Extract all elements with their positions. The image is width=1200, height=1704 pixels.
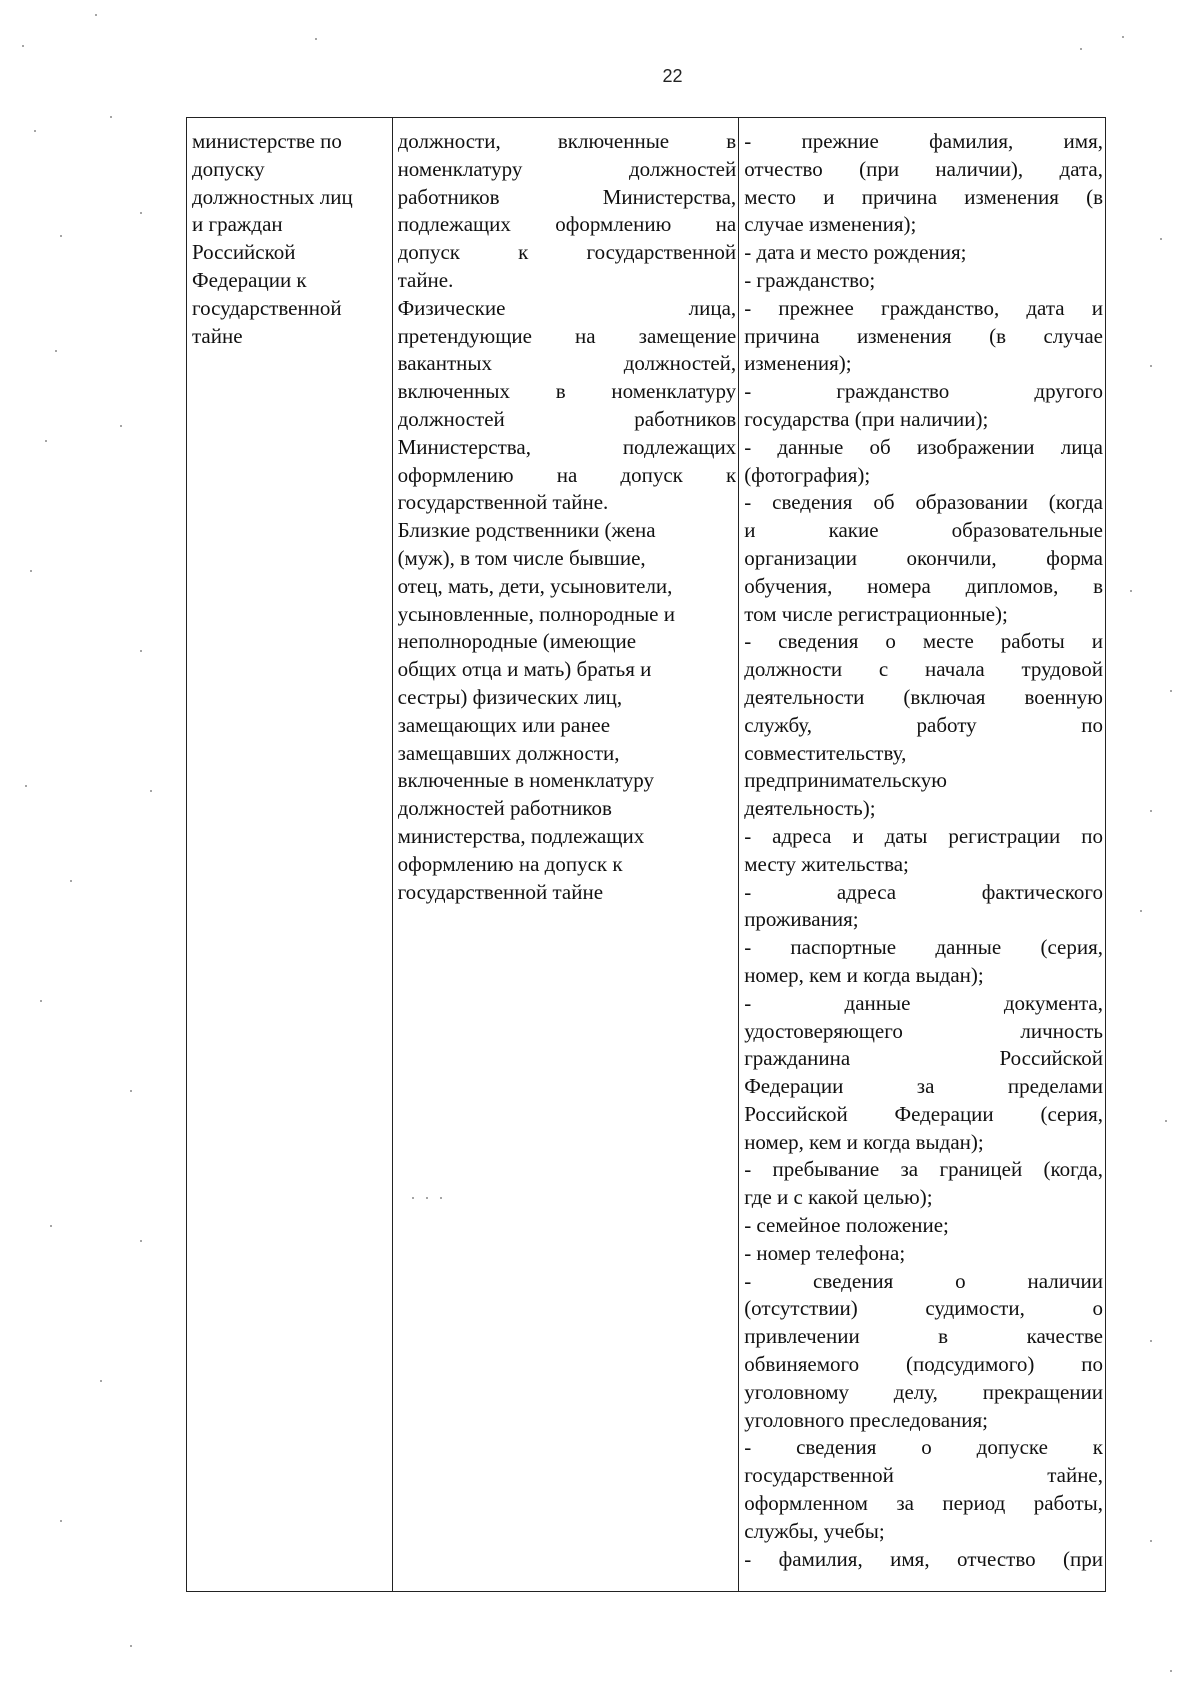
text-line: совместительству,: [744, 740, 907, 765]
text-line: министерства, подлежащих: [397, 823, 645, 848]
text-line: месту жительства;: [744, 851, 909, 876]
text-line: службы, учебы;: [744, 1518, 885, 1543]
text-line: работников Министерства,: [397, 184, 737, 209]
text-line: должности с начала трудовой: [744, 657, 1103, 682]
text-line: номер, кем и когда выдан);: [744, 1129, 984, 1154]
table-cell-persons: [392, 118, 739, 1592]
text-line: усыновленные, полнородные и: [397, 601, 675, 626]
text-line: оформлению на допуск к: [397, 462, 737, 487]
text-line: Федерации за пределами: [744, 1074, 1103, 1099]
text-line: отчество (при наличии), дата,: [744, 156, 1103, 181]
table-cell-data-list: [739, 118, 1106, 1592]
text-line: включенных в номенклатуру: [397, 379, 737, 404]
text-line: замещающих или ранее: [397, 712, 611, 737]
text-line: причина изменения (в случае: [744, 323, 1103, 348]
text-line: оформленном за период работы,: [744, 1491, 1103, 1516]
text-line: том числе регистрационные);: [744, 601, 1008, 626]
text-line: обучения, номера дипломов, в: [744, 573, 1103, 598]
text-line: Министерства, подлежащих: [397, 434, 737, 459]
text-line: и какие образовательные: [744, 518, 1103, 543]
text-line: государственной тайне.: [397, 490, 609, 515]
text-line: место и причина изменения (в: [744, 184, 1103, 209]
text-line: - гражданство;: [744, 267, 876, 292]
requirements-table: [186, 117, 1106, 1592]
text-line: службу, работу по: [744, 712, 1103, 737]
text-line: - сведения об образовании (когда: [744, 490, 1103, 515]
text-line: организации окончили, форма: [744, 545, 1103, 570]
text-line: должности, включенные в: [397, 129, 737, 153]
text-line: - прежние фамилия, имя,: [744, 129, 1103, 153]
text-line: привлечении в качестве: [744, 1324, 1103, 1349]
text-line: уголовному делу, прекращении: [744, 1379, 1103, 1404]
text-line: - сведения о месте работы и: [744, 629, 1103, 654]
text-line: удостоверяющего личность: [744, 1018, 1103, 1043]
text-line: вакантных должностей,: [397, 351, 737, 376]
text-line: подлежащих оформлению на: [397, 212, 737, 237]
text-line: - пребывание за границей (когда,: [744, 1157, 1103, 1182]
text-line: случае изменения);: [744, 212, 917, 237]
text-line: замещавших должности,: [397, 740, 620, 765]
text-line: - фамилия, имя, отчество (при: [744, 1546, 1103, 1571]
text-line: должностей работников: [397, 796, 612, 821]
text-line: претендующие на замещение: [397, 323, 737, 348]
text-line: государственной тайне: [397, 879, 604, 904]
text-line: - данные документа,: [744, 990, 1103, 1015]
text-line: номенклатуру должностей: [397, 156, 737, 181]
text-line: - номер телефона;: [744, 1240, 906, 1265]
text-line: сестры) физических лиц,: [397, 684, 623, 709]
text-line: государственной: [192, 295, 342, 320]
text-line: Российской Федерации (серия,: [744, 1101, 1103, 1126]
text-line: - гражданство другого: [744, 379, 1103, 404]
text-line: отец, мать, дети, усыновители,: [397, 573, 673, 598]
table-row: [187, 118, 1106, 1592]
text-line: уголовного преследования;: [744, 1407, 989, 1432]
text-line: министерстве по: [192, 129, 342, 153]
text-line: (муж), в том числе бывшие,: [397, 545, 646, 570]
text-line: проживания;: [744, 907, 859, 932]
text-line: предпринимательскую: [744, 768, 947, 793]
text-line: - сведения о допуске к: [744, 1435, 1103, 1460]
text-line: Федерации к: [192, 267, 307, 292]
text-line: оформлению на допуск к: [397, 851, 623, 876]
text-line: деятельности (включая военную: [744, 684, 1103, 709]
text-line: тайне: [192, 323, 243, 348]
page-number: 22: [662, 66, 683, 86]
text-line: государственной тайне,: [744, 1463, 1103, 1488]
text-line: Российской: [192, 240, 296, 265]
text-line: изменения);: [744, 351, 852, 376]
text-line: гражданина Российской: [744, 1046, 1103, 1071]
text-line: - семейное положение;: [744, 1213, 949, 1238]
text-line: - адреса фактического: [744, 879, 1103, 904]
text-line: - дата и место рождения;: [744, 240, 967, 265]
text-line: (фотография);: [744, 462, 871, 487]
table-cell-subject: [187, 118, 393, 1592]
text-line: включенные в номенклатуру: [397, 768, 655, 793]
text-line: Близкие родственники (жена: [397, 518, 656, 543]
text-line: - данные об изображении лица: [744, 434, 1103, 459]
text-line: должностей работников: [397, 406, 737, 431]
text-line: тайне.: [397, 267, 454, 292]
text-line: - прежнее гражданство, дата и: [744, 295, 1103, 320]
text-line: - паспортные данные (серия,: [744, 935, 1103, 960]
text-line: - сведения о наличии: [744, 1268, 1103, 1293]
text-line: номер, кем и когда выдан);: [744, 962, 984, 987]
text-line: где и с какой целью);: [744, 1185, 933, 1210]
text-line: обвиняемого (подсудимого) по: [744, 1352, 1103, 1377]
text-line: - адреса и даты регистрации по: [744, 823, 1103, 848]
text-line: государства (при наличии);: [744, 406, 989, 431]
text-line: должностных лиц: [192, 184, 353, 209]
text-line: деятельность);: [744, 796, 876, 821]
text-line: неполнородные (имеющие: [397, 629, 637, 654]
text-line: (отсутствии) судимости, о: [744, 1296, 1103, 1321]
text-line: допуску: [192, 156, 265, 181]
text-line: общих отца и мать) братья и: [397, 657, 652, 682]
text-line: допуск к государственной: [397, 240, 737, 265]
text-line: и граждан: [192, 212, 283, 237]
text-line: Физические лица,: [397, 295, 737, 320]
